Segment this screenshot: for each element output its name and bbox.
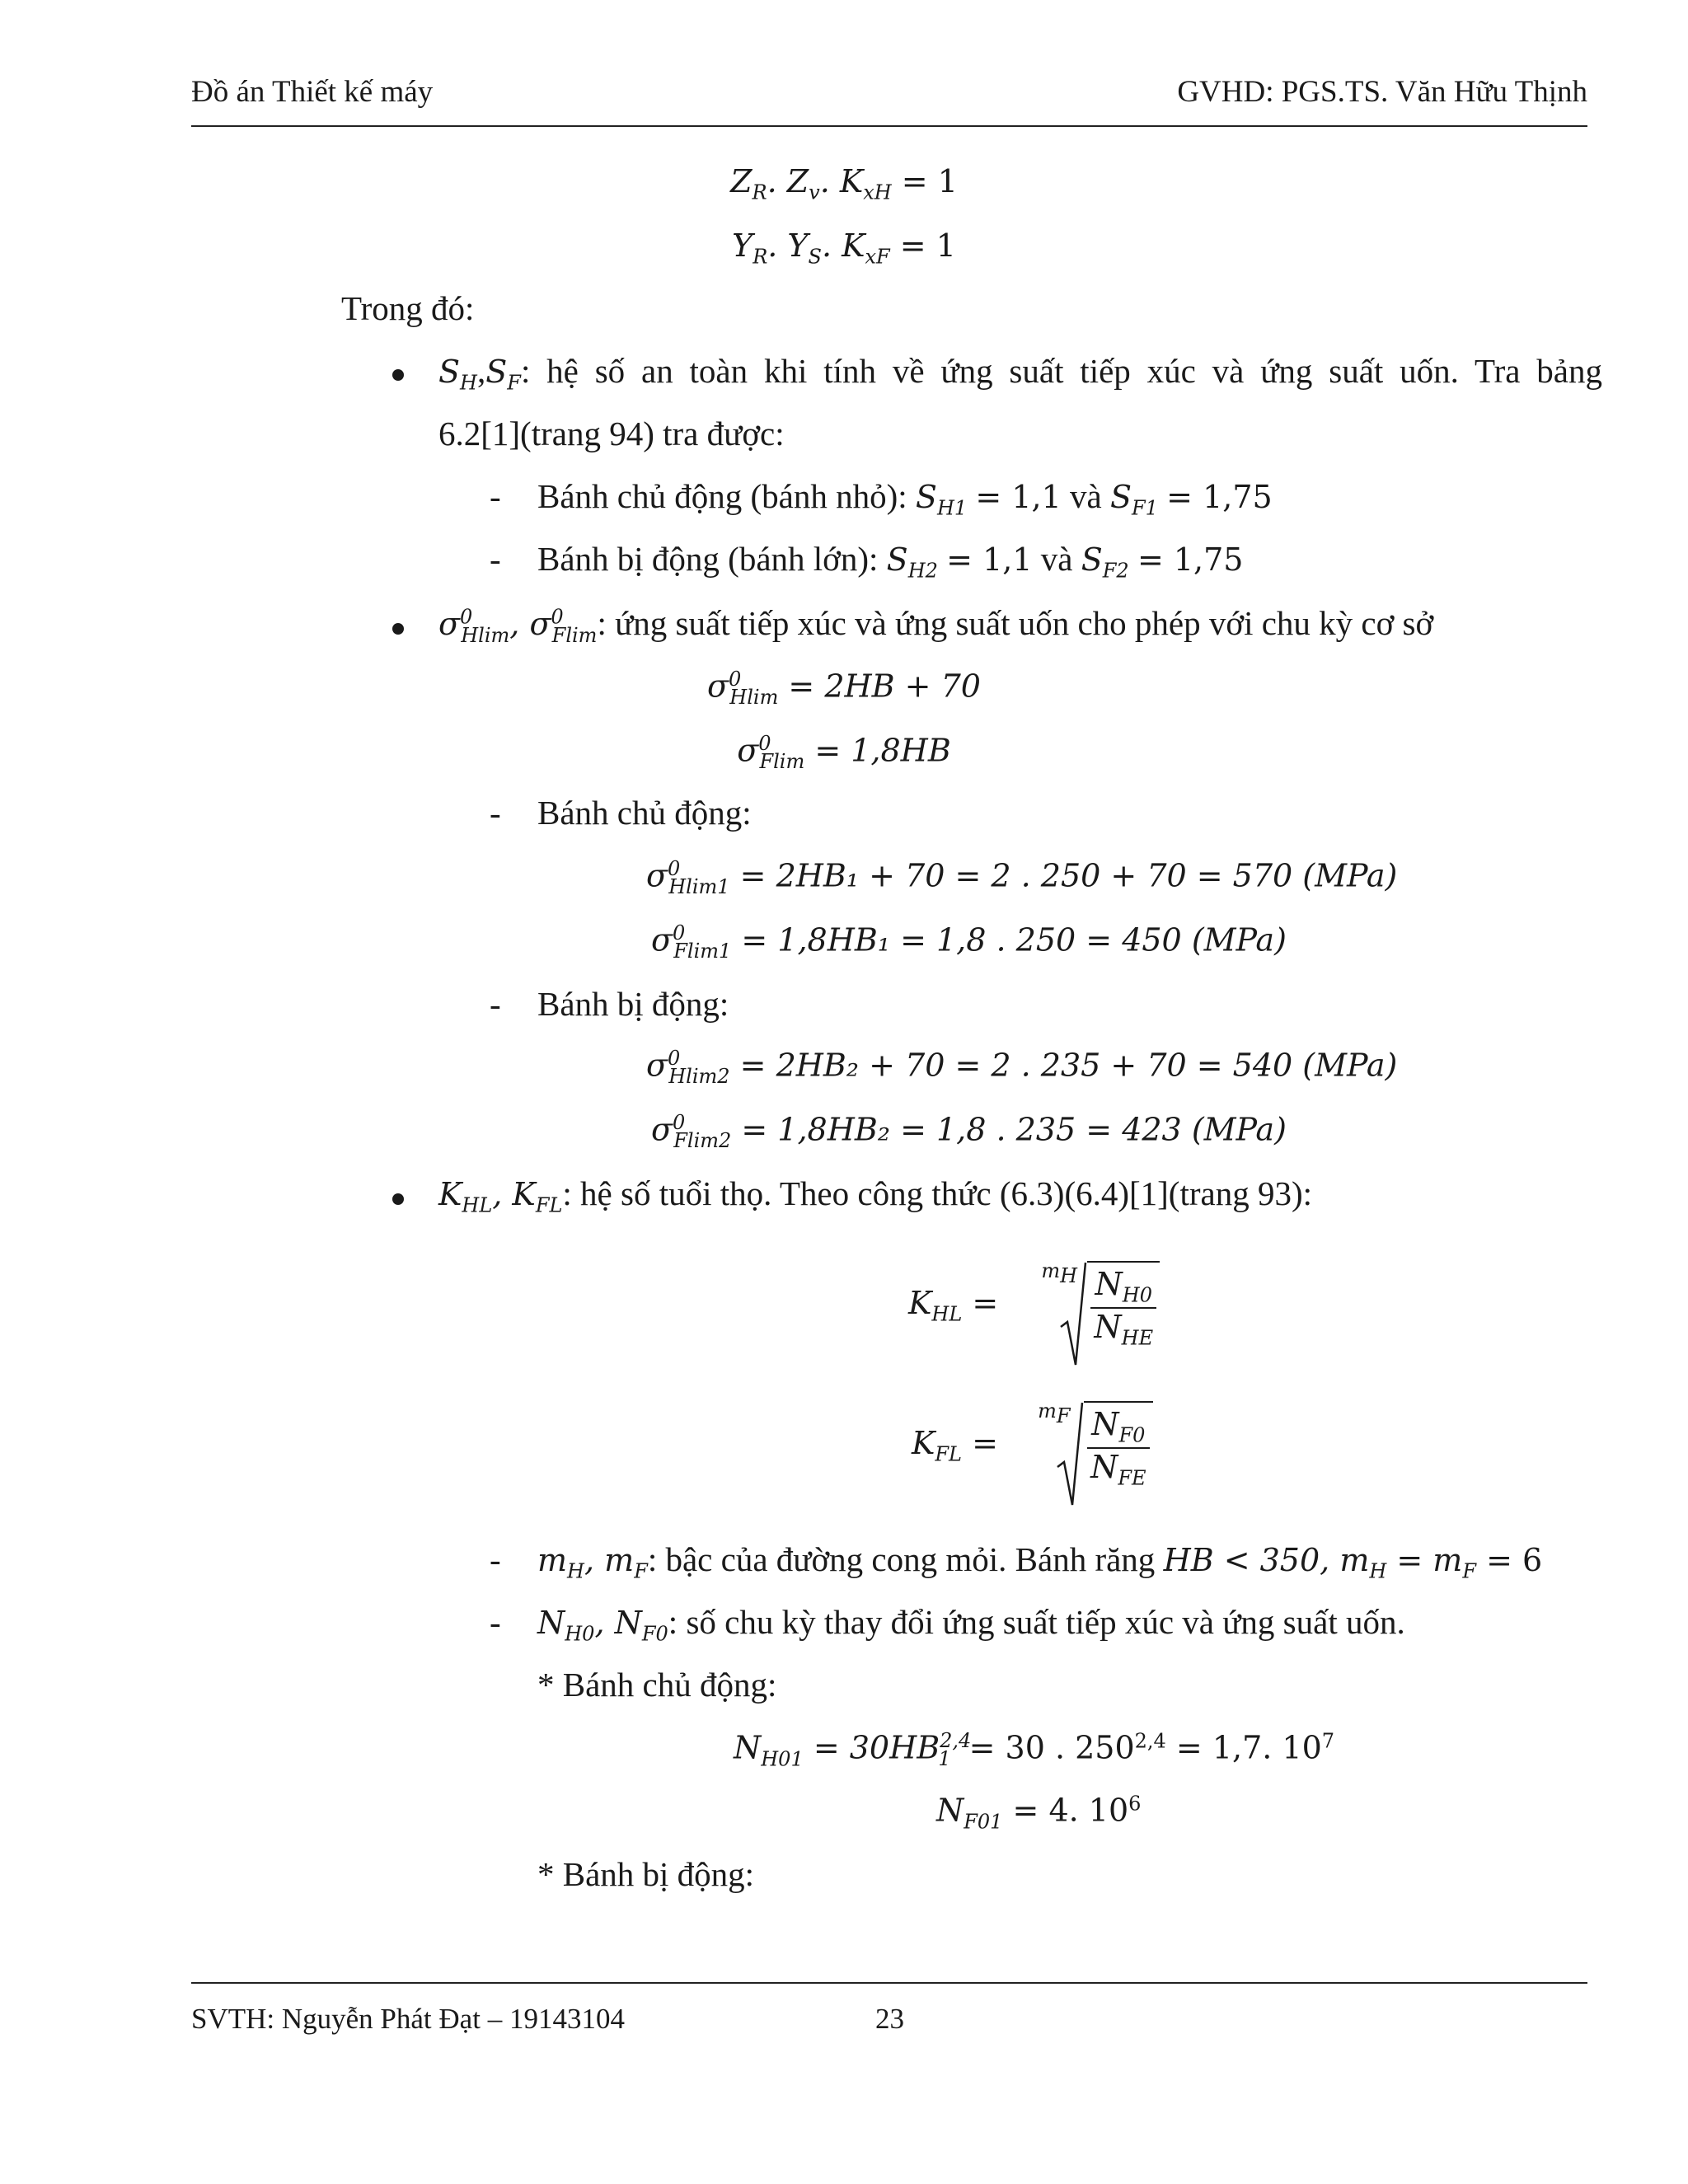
header-supervisor: GVHD: PGS.TS. Văn Hữu Thịnh xyxy=(1177,75,1587,109)
sigma-flim2-formula: 1,8HB₂ = 1,8 . 235 = 423 (MPa) xyxy=(777,1111,1287,1148)
sigma-description: : ứng suất tiếp xúc và ứng suất uốn cho phép với chu kỳ cơ sở xyxy=(597,604,1434,642)
root-sign: $m_F$ $\frac{N_{F0}}{N_{FE}}$ xyxy=(1056,1401,1152,1489)
sigma-flim-formula: 1,8HB xyxy=(851,732,951,769)
equation-kfl: $K_{FL}$ = $m_F$ $\frac{N_{F0}}{N_{FE}}$ xyxy=(912,1401,1153,1489)
nh01-rhs: 30 . 250 xyxy=(1005,1729,1135,1766)
equation-sigma-flim1: $\sigma^0_{Flim1} = 1,8HB_1 = 1,8$ . 250 = 450 (MPa) xyxy=(651,921,1287,963)
equation-sigma-hlim: $\sigma^0_{Hlim} = 2HB + 70$ xyxy=(707,668,981,710)
bullet-marker xyxy=(392,369,404,381)
chu-dong-safety-factors: Bánh chủ động (bánh nhỏ): $S_{H1} = 1,1$ và $S_{F1} = 1,75$ xyxy=(537,477,1273,520)
bi-dong-lon-label: Bánh bị động (bánh lớn): xyxy=(537,540,887,578)
trong-do-label: Trong đó: xyxy=(341,289,475,327)
sigma-hlim2-formula: 2HB₂ + 70 = 2 . 235 + 70 = 540 (MPa) xyxy=(776,1047,1398,1084)
footer-rule xyxy=(191,1982,1587,1984)
equation-khl: $K_{HL}$ = $m_H$ $\frac{N_{H0}}{N_{HE}}$ xyxy=(908,1261,1160,1349)
chu-dong-nho-label: Bánh chủ động (bánh nhỏ): xyxy=(537,477,916,515)
sh-sf-paragraph: $S_H,S_F$: hệ số an toàn khi tính về ứng suất tiếp xúc và ứng suất uốn. Tra bảng xyxy=(438,352,1602,395)
star-bi-dong-label: * Bánh bị động: xyxy=(537,1855,755,1893)
nh0-nf0-paragraph: $N_{H0}$, $N_{F0}$: số chu kỳ thay đổi ứng suất tiếp xúc và ứng suất uốn. xyxy=(537,1603,1405,1646)
root-sign: $m_H$ $\frac{N_{H0}}{N_{HE}}$ xyxy=(1059,1261,1160,1349)
equation-zr-zv-kxh: $Z_R$. $Z_v$. $K_{xH} = 1$ xyxy=(730,163,958,204)
khl-kfl-paragraph: $K_{HL}$, $K_{FL}$: hệ số tuổi thọ. Theo công thức (6.3)(6.4)[1](trang 93): xyxy=(438,1174,1312,1217)
mh-value: = 6 xyxy=(1475,1542,1543,1578)
sh-sf-description: : hệ số an toàn khi tính về ứng suất tiếp xúc và ứng suất uốn. Tra bảng xyxy=(520,352,1602,390)
bullet-marker xyxy=(392,623,404,635)
sh1-value: 1,1 xyxy=(1011,479,1062,515)
conjunction: và xyxy=(1032,540,1081,578)
dash-marker: - xyxy=(490,1540,501,1578)
header-rule xyxy=(191,125,1587,127)
sh-sf-paragraph-cont: 6.2[1](trang 94) tra được: xyxy=(438,415,785,452)
hb-condition: HB < 350, xyxy=(1163,1542,1340,1578)
nh0-nf0-description: : số chu kỳ thay đổi ứng suất tiếp xúc và ứng suất uốn. xyxy=(668,1603,1405,1641)
equation-sigma-hlim2: $\sigma^0_{Hlim2} = 2HB_2 + 70 = 2$ . 235 + 70 = 540 (MPa) xyxy=(646,1047,1398,1089)
bi-dong-label: Bánh bị động: xyxy=(537,985,729,1023)
chu-dong-label: Bánh chủ động: xyxy=(537,794,752,832)
dash-marker: - xyxy=(490,1603,501,1641)
khl-kfl-description: : hệ số tuổi thọ. Theo công thức (6.3)(6.4)[1](trang 93): xyxy=(562,1174,1312,1212)
conjunction: và xyxy=(1061,477,1110,515)
sigma-paragraph: $\sigma^0_{Hlim}$, $\sigma^0_{Flim}$: ứng suất tiếp xúc và ứng suất uốn cho phép với chu kỳ cơ sở xyxy=(438,604,1434,647)
dash-marker: - xyxy=(490,985,501,1023)
sigma-hlim1-formula: 2HB₁ + 70 = 2 . 250 + 70 = 570 (MPa) xyxy=(776,857,1398,894)
footer-student: SVTH: Nguyễn Phát Đạt – 19143104 xyxy=(191,2003,625,2035)
page-number: 23 xyxy=(875,2003,904,2035)
equation-nh01: $N_{H01} = 30HB^{2,4}_1 = 30$ . $250^{2,4} = 1,7$. $10^7$ xyxy=(734,1729,1335,1771)
equation-sigma-flim: $\sigma^0_{Flim} = 1,8HB$ xyxy=(737,732,951,774)
sigma-flim1-formula: 1,8HB₁ = 1,8 . 250 = 450 (MPa) xyxy=(777,921,1287,958)
equation-sigma-hlim1: $\sigma^0_{Hlim1} = 2HB_1 + 70 = 2$ . 250 + 70 = 570 (MPa) xyxy=(646,857,1398,899)
equation-nf01: $N_{F01} = 4$. $10^6$ xyxy=(936,1792,1142,1834)
equation-yr-ys-kxf: $Y_R$. $Y_S$. $K_{xF} = 1$ xyxy=(732,227,956,269)
sh2-value: 1,1 xyxy=(982,541,1033,578)
header-title: Đồ án Thiết kế máy xyxy=(191,75,434,109)
sf2-value: 1,75 xyxy=(1173,541,1244,578)
equation-sigma-flim2: $\sigma^0_{Flim2} = 1,8HB_2 = 1,8$ . 235 = 423 (MPa) xyxy=(651,1111,1287,1153)
mh-mf-description: : bậc của đường cong mỏi. Bánh răng xyxy=(647,1540,1164,1578)
sf1-value: 1,75 xyxy=(1203,479,1273,515)
sigma-hlim-formula: 2HB + 70 xyxy=(824,668,981,705)
page-header xyxy=(191,74,1587,127)
nh01-result: = 1,7. 10 xyxy=(1165,1729,1322,1766)
bi-dong-safety-factors: Bánh bị động (bánh lớn): $S_{H2} = 1,1$ và $S_{F2} = 1,75$ xyxy=(537,540,1244,583)
dash-marker: - xyxy=(490,477,501,515)
dash-marker: - xyxy=(490,794,501,832)
mh-mf-paragraph: $m_H$, $m_F$: bậc của đường cong mỏi. Bánh răng HB < 350, $m_H = m_F = 6$ xyxy=(537,1540,1543,1583)
nf01-result: 4. 10 xyxy=(1048,1792,1129,1829)
star-chu-dong-label: * Bánh chủ động: xyxy=(537,1666,777,1704)
bullet-marker xyxy=(392,1193,404,1205)
dash-marker: - xyxy=(490,540,501,578)
